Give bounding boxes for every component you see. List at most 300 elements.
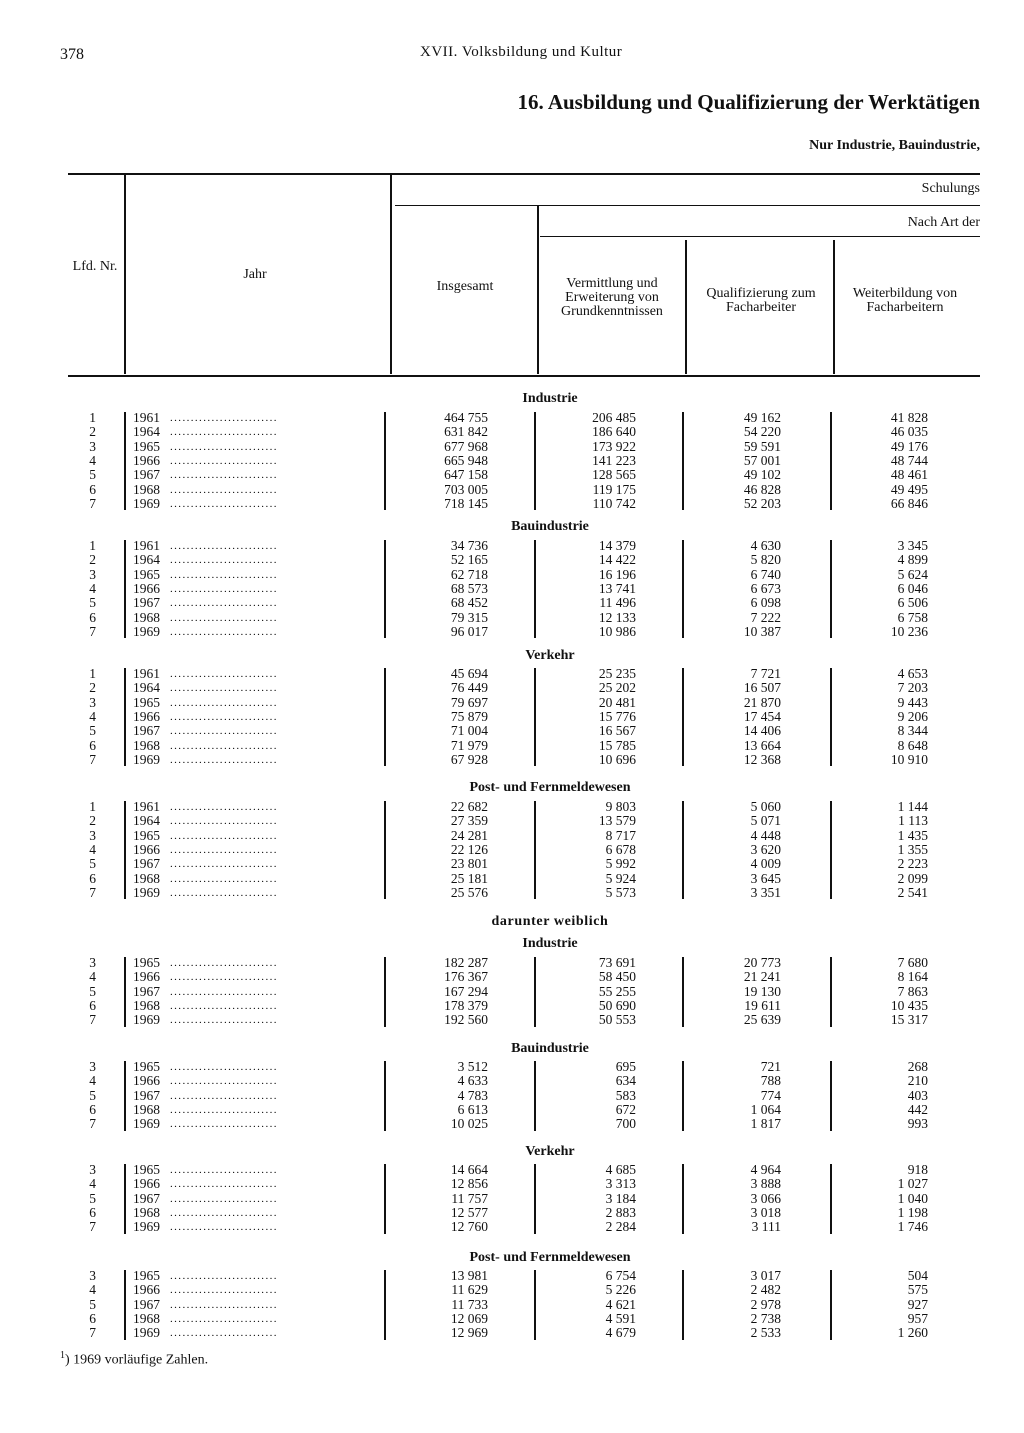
- cell-vermittlung: 2 284: [605, 1219, 636, 1235]
- cell-jahr: 1969: [133, 884, 160, 900]
- cell-qualifizierung: 721: [760, 1059, 781, 1074]
- cell-qualifizierung: 6 673: [750, 580, 781, 596]
- leader-dots: ..........................: [170, 753, 278, 766]
- cell-weiterbildung: 8 344: [897, 723, 928, 739]
- cell-jahr: 1965: [133, 955, 160, 970]
- table-row: [0, 814, 1024, 828]
- table-row: [0, 970, 1024, 984]
- leader-dots: ..........................: [170, 829, 278, 842]
- cell-vermittlung: 173 922: [592, 438, 636, 454]
- table-row: [0, 1117, 1024, 1131]
- cell-jahr: 1965: [133, 566, 160, 582]
- header-divider-nr: [124, 174, 126, 374]
- table-row: [0, 1283, 1024, 1297]
- cell-insgesamt: 11 733: [451, 1296, 488, 1312]
- cell-weiterbildung: 2 541: [897, 884, 928, 900]
- cell-weiterbildung: 15 317: [890, 1012, 928, 1028]
- table-row: [0, 1060, 1024, 1074]
- cell-vermittlung: 4 621: [605, 1296, 636, 1312]
- cell-insgesamt: 71 004: [450, 723, 488, 739]
- table-row: [0, 857, 1024, 871]
- cell-weiterbildung: 2 223: [897, 856, 928, 872]
- cell-qualifizierung: 52 203: [743, 495, 781, 511]
- cell-insgesamt: 677 968: [444, 438, 488, 454]
- cell-lfd-nr: 5: [89, 856, 96, 872]
- cell-lfd-nr: 7: [89, 751, 96, 767]
- section-title: Bauindustrie: [511, 519, 589, 534]
- table-row: [0, 872, 1024, 886]
- table-row: [0, 1177, 1024, 1191]
- table-row: [0, 800, 1024, 814]
- cell-insgesamt: 27 359: [450, 813, 488, 829]
- cell-vermittlung: 3 313: [605, 1176, 636, 1192]
- cell-lfd-nr: 7: [89, 1325, 96, 1341]
- cell-jahr: 1961: [133, 410, 160, 425]
- cell-weiterbildung: 918: [907, 1162, 928, 1177]
- section-subheading: darunter weiblich: [491, 914, 609, 929]
- cell-weiterbildung: 7 680: [897, 955, 928, 970]
- cell-insgesamt: 34 736: [450, 538, 488, 553]
- cell-jahr: 1968: [133, 609, 160, 625]
- cell-qualifizierung: 2 533: [750, 1325, 781, 1341]
- cell-weiterbildung: 6 506: [897, 595, 928, 611]
- header-group-rule: [395, 205, 980, 206]
- cell-lfd-nr: 7: [89, 495, 96, 511]
- cell-insgesamt: 631 842: [444, 424, 488, 440]
- cell-weiterbildung: 46 035: [890, 424, 928, 440]
- cell-vermittlung: 15 785: [598, 737, 636, 753]
- section-title: Verkehr: [525, 1144, 575, 1159]
- cell-jahr: 1968: [133, 997, 160, 1013]
- cell-jahr: 1966: [133, 708, 160, 724]
- section-title: Industrie: [522, 391, 578, 406]
- cell-weiterbildung: 504: [907, 1268, 928, 1283]
- leader-dots: ..........................: [170, 725, 278, 738]
- cell-vermittlung: 55 255: [598, 983, 636, 999]
- cell-qualifizierung: 25 639: [743, 1012, 781, 1028]
- cell-jahr: 1967: [133, 723, 160, 739]
- leader-dots: ..........................: [170, 886, 278, 899]
- cell-weiterbildung: 41 828: [890, 410, 928, 425]
- cell-weiterbildung: 442: [907, 1101, 928, 1117]
- header-divider-qualifizierung: [833, 240, 835, 374]
- cell-jahr: 1966: [133, 452, 160, 468]
- cell-weiterbildung: 1 113: [898, 813, 928, 829]
- cell-lfd-nr: 3: [89, 1268, 96, 1283]
- leader-dots: ..........................: [170, 985, 278, 998]
- cell-jahr: 1967: [133, 1190, 160, 1206]
- leader-dots: ..........................: [170, 957, 278, 969]
- cell-vermittlung: 700: [615, 1116, 636, 1132]
- cell-insgesamt: 647 158: [444, 467, 488, 483]
- cell-jahr: 1961: [133, 799, 160, 814]
- cell-qualifizierung: 788: [760, 1073, 781, 1089]
- cell-jahr: 1968: [133, 1101, 160, 1117]
- cell-lfd-nr: 3: [89, 1162, 96, 1177]
- table-row: [0, 1089, 1024, 1103]
- cell-insgesamt: 13 981: [450, 1268, 488, 1283]
- cell-lfd-nr: 7: [89, 1219, 96, 1235]
- cell-lfd-nr: 3: [89, 438, 96, 454]
- cell-vermittlung: 5 573: [605, 884, 636, 900]
- cell-weiterbildung: 1 435: [897, 827, 928, 843]
- cell-weiterbildung: 993: [907, 1116, 928, 1132]
- cell-insgesamt: 12 069: [450, 1310, 488, 1326]
- leader-dots: ..........................: [170, 568, 278, 581]
- table-row: [0, 1013, 1024, 1027]
- cell-vermittlung: 695: [615, 1059, 636, 1074]
- table-row: [0, 1074, 1024, 1088]
- cell-lfd-nr: 1: [89, 666, 96, 681]
- leader-dots: ..........................: [170, 668, 278, 680]
- cell-lfd-nr: 5: [89, 1190, 96, 1206]
- cell-qualifizierung: 10 387: [743, 623, 781, 639]
- cell-vermittlung: 4 685: [605, 1162, 636, 1177]
- table-row: [0, 1103, 1024, 1117]
- cell-lfd-nr: 6: [89, 1204, 96, 1220]
- leader-dots: ..........................: [170, 454, 278, 467]
- leader-dots: ..........................: [170, 710, 278, 723]
- cell-lfd-nr: 3: [89, 566, 96, 582]
- cell-weiterbildung: 49 495: [890, 481, 928, 497]
- cell-insgesamt: 178 379: [444, 997, 488, 1013]
- cell-lfd-nr: 2: [89, 424, 96, 440]
- cell-lfd-nr: 6: [89, 609, 96, 625]
- cell-insgesamt: 464 755: [444, 410, 488, 425]
- cell-insgesamt: 25 576: [450, 884, 488, 900]
- leader-dots: ..........................: [170, 1192, 278, 1205]
- leader-dots: ..........................: [170, 1221, 278, 1234]
- header-top-rule: [68, 173, 980, 175]
- leader-dots: ..........................: [170, 682, 278, 695]
- cell-jahr: 1969: [133, 495, 160, 511]
- cell-lfd-nr: 5: [89, 1087, 96, 1103]
- cell-qualifizierung: 3 066: [750, 1190, 781, 1206]
- header-group-mid: Nach Art der: [907, 215, 980, 230]
- cell-insgesamt: 4 633: [457, 1073, 488, 1089]
- cell-vermittlung: 3 184: [605, 1190, 636, 1206]
- table-row: [0, 956, 1024, 970]
- cell-qualifizierung: 49 102: [743, 467, 781, 483]
- cell-vermittlung: 16 567: [598, 723, 636, 739]
- cell-insgesamt: 3 512: [457, 1059, 488, 1074]
- cell-qualifizierung: 5 071: [750, 813, 781, 829]
- cell-qualifizierung: 46 828: [743, 481, 781, 497]
- cell-insgesamt: 12 969: [450, 1325, 488, 1341]
- cell-vermittlung: 4 679: [605, 1325, 636, 1341]
- leader-dots: ..........................: [170, 999, 278, 1012]
- header-group-top: Schulungs: [921, 181, 980, 196]
- cell-qualifizierung: 14 406: [743, 723, 781, 739]
- page-number: 378: [60, 46, 84, 63]
- cell-vermittlung: 13 579: [598, 813, 636, 829]
- cell-qualifizierung: 2 482: [750, 1282, 781, 1298]
- cell-jahr: 1965: [133, 827, 160, 843]
- cell-jahr: 1969: [133, 1012, 160, 1028]
- cell-vermittlung: 12 133: [598, 609, 636, 625]
- cell-qualifizierung: 5 820: [750, 552, 781, 568]
- leader-dots: ..........................: [170, 1312, 278, 1325]
- cell-weiterbildung: 8 648: [897, 737, 928, 753]
- cell-insgesamt: 62 718: [450, 566, 488, 582]
- cell-vermittlung: 5 924: [605, 870, 636, 886]
- cell-jahr: 1969: [133, 1325, 160, 1341]
- cell-qualifizierung: 1 817: [750, 1116, 781, 1132]
- cell-jahr: 1967: [133, 467, 160, 483]
- header-bottom-rule: [68, 375, 980, 377]
- leader-dots: ..........................: [170, 872, 278, 885]
- leader-dots: ..........................: [170, 1178, 278, 1191]
- cell-weiterbildung: 4 899: [897, 552, 928, 568]
- cell-jahr: 1961: [133, 538, 160, 553]
- leader-dots: ..........................: [170, 815, 278, 828]
- cell-lfd-nr: 6: [89, 737, 96, 753]
- table-row: [0, 843, 1024, 857]
- cell-weiterbildung: 1 355: [897, 841, 928, 857]
- cell-jahr: 1961: [133, 666, 160, 681]
- cell-qualifizierung: 7 721: [750, 666, 781, 681]
- cell-vermittlung: 25 202: [598, 680, 636, 696]
- cell-lfd-nr: 2: [89, 680, 96, 696]
- cell-vermittlung: 20 481: [598, 694, 636, 710]
- cell-lfd-nr: 5: [89, 723, 96, 739]
- cell-jahr: 1965: [133, 1162, 160, 1177]
- cell-jahr: 1968: [133, 1204, 160, 1220]
- cell-vermittlung: 14 422: [598, 552, 636, 568]
- cell-lfd-nr: 4: [89, 708, 96, 724]
- header-subgroup-rule: [540, 236, 980, 237]
- cell-insgesamt: 71 979: [450, 737, 488, 753]
- cell-jahr: 1966: [133, 841, 160, 857]
- cell-insgesamt: 182 287: [444, 955, 488, 970]
- cell-insgesamt: 192 560: [444, 1012, 488, 1028]
- cell-jahr: 1965: [133, 694, 160, 710]
- cell-lfd-nr: 3: [89, 827, 96, 843]
- cell-qualifizierung: 57 001: [743, 452, 781, 468]
- cell-jahr: 1966: [133, 580, 160, 596]
- table-row: [0, 667, 1024, 681]
- cell-lfd-nr: 7: [89, 1116, 96, 1132]
- cell-jahr: 1967: [133, 983, 160, 999]
- cell-weiterbildung: 268: [907, 1059, 928, 1074]
- cell-vermittlung: 58 450: [598, 969, 636, 985]
- table-row: [0, 553, 1024, 567]
- table-row: [0, 411, 1024, 425]
- leader-dots: ..........................: [170, 1118, 278, 1131]
- cell-weiterbildung: 48 744: [890, 452, 928, 468]
- cell-weiterbildung: 7 863: [897, 983, 928, 999]
- cell-jahr: 1964: [133, 424, 160, 440]
- table-row: [0, 568, 1024, 582]
- cell-vermittlung: 2 883: [605, 1204, 636, 1220]
- cell-weiterbildung: 9 443: [897, 694, 928, 710]
- cell-weiterbildung: 5 624: [897, 566, 928, 582]
- cell-weiterbildung: 210: [907, 1073, 928, 1089]
- cell-insgesamt: 96 017: [450, 623, 488, 639]
- cell-vermittlung: 50 690: [598, 997, 636, 1013]
- table-row: [0, 497, 1024, 511]
- cell-jahr: 1967: [133, 1296, 160, 1312]
- leader-dots: ..........................: [170, 1103, 278, 1116]
- cell-insgesamt: 12 760: [450, 1219, 488, 1235]
- cell-insgesamt: 703 005: [444, 481, 488, 497]
- cell-vermittlung: 672: [615, 1101, 636, 1117]
- footnote: [60, 1350, 208, 1369]
- cell-insgesamt: 24 281: [450, 827, 488, 843]
- leader-dots: ..........................: [170, 1014, 278, 1027]
- cell-vermittlung: 5 992: [605, 856, 636, 872]
- cell-vermittlung: 11 496: [599, 595, 636, 611]
- cell-jahr: 1967: [133, 1087, 160, 1103]
- cell-insgesamt: 79 315: [450, 609, 488, 625]
- cell-jahr: 1964: [133, 680, 160, 696]
- table-row: [0, 582, 1024, 596]
- table-title: 16. Ausbildung und Qualifizierung der Werktätigen: [517, 90, 980, 114]
- cell-qualifizierung: 3 018: [750, 1204, 781, 1220]
- cell-qualifizierung: 4 964: [750, 1162, 781, 1177]
- leader-dots: ..........................: [170, 611, 278, 624]
- leader-dots: ..........................: [170, 1089, 278, 1102]
- cell-qualifizierung: 1 064: [750, 1101, 781, 1117]
- cell-qualifizierung: 54 220: [743, 424, 781, 440]
- leader-dots: ..........................: [170, 582, 278, 595]
- table-row: [0, 539, 1024, 553]
- cell-vermittlung: 119 175: [592, 481, 636, 497]
- cell-vermittlung: 8 717: [605, 827, 636, 843]
- cell-lfd-nr: 4: [89, 1176, 96, 1192]
- cell-vermittlung: 16 196: [598, 566, 636, 582]
- leader-dots: ..........................: [170, 1284, 278, 1297]
- cell-lfd-nr: 7: [89, 1012, 96, 1028]
- header-lfd-nr: Lfd. Nr.: [72, 259, 118, 274]
- table-row: [0, 1326, 1024, 1340]
- cell-qualifizierung: 19 130: [743, 983, 781, 999]
- footnote-text: ) 1969 vorläufige Zahlen.: [65, 1352, 209, 1368]
- cell-insgesamt: 22 682: [450, 799, 488, 814]
- cell-jahr: 1969: [133, 623, 160, 639]
- cell-vermittlung: 186 640: [592, 424, 636, 440]
- cell-insgesamt: 22 126: [450, 841, 488, 857]
- cell-lfd-nr: 5: [89, 983, 96, 999]
- table-row: [0, 454, 1024, 468]
- cell-qualifizierung: 49 162: [743, 410, 781, 425]
- cell-vermittlung: 110 742: [592, 495, 636, 511]
- table-row: [0, 829, 1024, 843]
- header-divider-insgesamt: [537, 206, 539, 374]
- cell-weiterbildung: 10 910: [890, 751, 928, 767]
- cell-qualifizierung: 17 454: [743, 708, 781, 724]
- leader-dots: ..........................: [170, 483, 278, 496]
- cell-vermittlung: 14 379: [598, 538, 636, 553]
- cell-qualifizierung: 3 888: [750, 1176, 781, 1192]
- cell-vermittlung: 15 776: [598, 708, 636, 724]
- cell-insgesamt: 75 879: [450, 708, 488, 724]
- cell-lfd-nr: 6: [89, 870, 96, 886]
- leader-dots: ..........................: [170, 1164, 278, 1176]
- cell-vermittlung: 4 591: [605, 1310, 636, 1326]
- cell-insgesamt: 23 801: [450, 856, 488, 872]
- cell-insgesamt: 11 757: [451, 1190, 488, 1206]
- cell-vermittlung: 25 235: [598, 666, 636, 681]
- cell-lfd-nr: 3: [89, 955, 96, 970]
- cell-qualifizierung: 774: [760, 1087, 781, 1103]
- leader-dots: ..........................: [170, 858, 278, 871]
- cell-weiterbildung: 7 203: [897, 680, 928, 696]
- table-row: [0, 739, 1024, 753]
- cell-lfd-nr: 4: [89, 452, 96, 468]
- cell-insgesamt: 11 629: [451, 1282, 488, 1298]
- cell-qualifizierung: 19 611: [744, 997, 781, 1013]
- cell-jahr: 1968: [133, 870, 160, 886]
- cell-insgesamt: 4 783: [457, 1087, 488, 1103]
- header-qualifizierung: Qualifizierung zum Facharbeiter: [706, 286, 816, 315]
- header-insgesamt: Insgesamt: [436, 279, 494, 294]
- cell-lfd-nr: 3: [89, 694, 96, 710]
- cell-lfd-nr: 6: [89, 997, 96, 1013]
- leader-dots: ..........................: [170, 1298, 278, 1311]
- cell-vermittlung: 73 691: [598, 955, 636, 970]
- leader-dots: ..........................: [170, 497, 278, 510]
- cell-qualifizierung: 16 507: [743, 680, 781, 696]
- cell-vermittlung: 6 754: [605, 1268, 636, 1283]
- table-row: [0, 1269, 1024, 1283]
- table-row: [0, 681, 1024, 695]
- cell-lfd-nr: 1: [89, 410, 96, 425]
- table-row: [0, 1192, 1024, 1206]
- cell-weiterbildung: 66 846: [890, 495, 928, 511]
- cell-jahr: 1966: [133, 1282, 160, 1298]
- cell-lfd-nr: 3: [89, 1059, 96, 1074]
- section-title: Verkehr: [525, 648, 575, 663]
- leader-dots: ..........................: [170, 412, 278, 424]
- cell-vermittlung: 634: [615, 1073, 636, 1089]
- cell-insgesamt: 167 294: [444, 983, 488, 999]
- header-divider-jahr: [390, 174, 392, 374]
- leader-dots: ..........................: [170, 1061, 278, 1073]
- table-row: [0, 1298, 1024, 1312]
- leader-dots: ..........................: [170, 597, 278, 610]
- table-row: [0, 710, 1024, 724]
- cell-qualifizierung: 3 620: [750, 841, 781, 857]
- table-row: [0, 611, 1024, 625]
- cell-qualifizierung: 13 664: [743, 737, 781, 753]
- leader-dots: ..........................: [170, 426, 278, 439]
- cell-weiterbildung: 8 164: [897, 969, 928, 985]
- cell-jahr: 1968: [133, 737, 160, 753]
- cell-weiterbildung: 1 040: [897, 1190, 928, 1206]
- cell-weiterbildung: 1 027: [897, 1176, 928, 1192]
- cell-vermittlung: 10 986: [598, 623, 636, 639]
- leader-dots: ..........................: [170, 1270, 278, 1282]
- cell-lfd-nr: 6: [89, 1101, 96, 1117]
- cell-jahr: 1969: [133, 751, 160, 767]
- cell-jahr: 1965: [133, 1268, 160, 1283]
- cell-insgesamt: 68 573: [450, 580, 488, 596]
- cell-jahr: 1969: [133, 1219, 160, 1235]
- cell-insgesamt: 6 613: [457, 1101, 488, 1117]
- cell-weiterbildung: 1 144: [897, 799, 928, 814]
- cell-weiterbildung: 2 099: [897, 870, 928, 886]
- cell-jahr: 1966: [133, 1176, 160, 1192]
- cell-qualifizierung: 12 368: [743, 751, 781, 767]
- cell-lfd-nr: 5: [89, 1296, 96, 1312]
- cell-vermittlung: 5 226: [605, 1282, 636, 1298]
- footnote-marker: 1: [60, 1350, 65, 1361]
- cell-weiterbildung: 9 206: [897, 708, 928, 724]
- cell-weiterbildung: 1 198: [897, 1204, 928, 1220]
- table-row: [0, 753, 1024, 767]
- cell-vermittlung: 13 741: [598, 580, 636, 596]
